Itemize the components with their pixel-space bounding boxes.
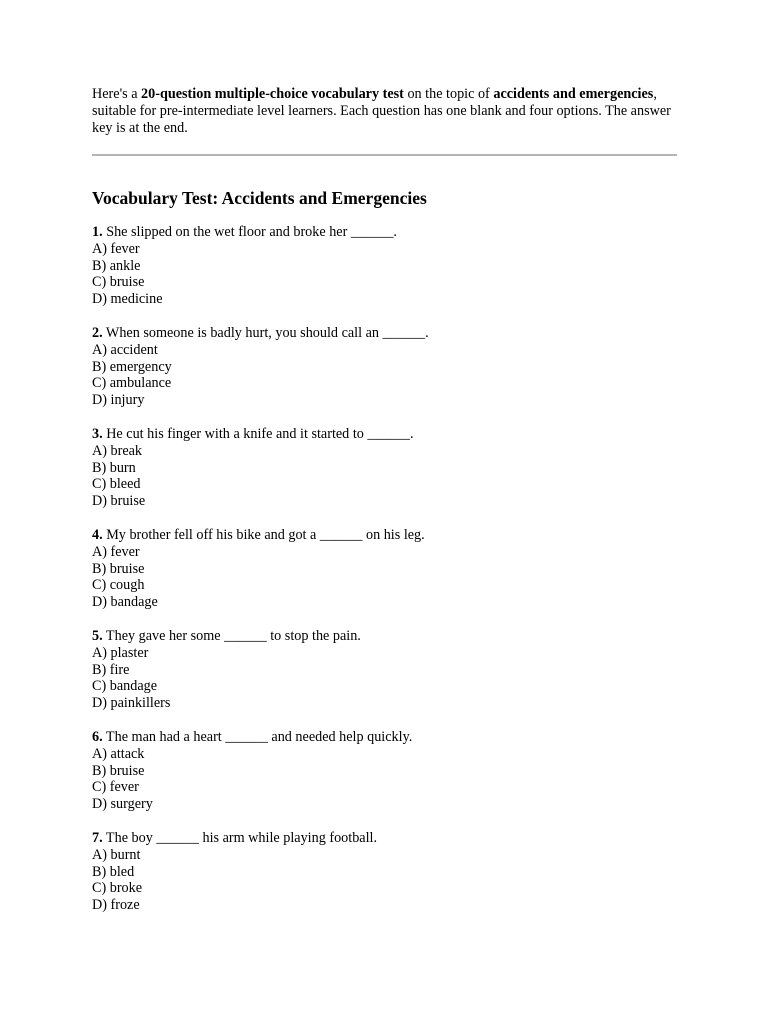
question-item bbox=[92, 325, 677, 409]
answer-option: C) cough bbox=[92, 577, 145, 594]
question-number: 2. bbox=[92, 324, 103, 341]
answer-option: D) medicine bbox=[92, 291, 163, 308]
question-item bbox=[92, 527, 677, 611]
horizontal-rule bbox=[92, 154, 677, 156]
question-stem bbox=[92, 325, 677, 342]
question-item bbox=[92, 729, 677, 813]
question-item bbox=[92, 628, 677, 712]
question-stem bbox=[92, 628, 677, 645]
answer-option: C) bandage bbox=[92, 678, 158, 695]
question-stem bbox=[92, 830, 677, 847]
intro-text-3: , suitable for pre-intermediate level learners. Each question has one blank and four options. The answer key is at the end. bbox=[92, 86, 671, 136]
question-number: 6. bbox=[92, 728, 103, 745]
question-text: When someone is badly hurt, you should call an ______. bbox=[102, 324, 429, 341]
answer-option: A) fever bbox=[92, 543, 140, 560]
answer-option: D) bandage bbox=[92, 594, 158, 611]
answer-option: B) bruise bbox=[92, 762, 145, 779]
question-number: 7. bbox=[92, 829, 103, 846]
question-text: The boy ______ his arm while playing football. bbox=[102, 829, 378, 846]
question-stem bbox=[92, 224, 677, 241]
answer-option: C) ambulance bbox=[92, 375, 172, 392]
answer-option: D) froze bbox=[92, 897, 140, 914]
question-number: 4. bbox=[92, 526, 103, 543]
answer-option: C) bruise bbox=[92, 274, 145, 291]
answer-option: C) fever bbox=[92, 779, 139, 796]
test-title: Vocabulary Test: Accidents and Emergencies bbox=[92, 188, 427, 208]
answer-option: C) broke bbox=[92, 880, 143, 897]
answer-option: B) bled bbox=[92, 863, 135, 880]
intro-bold-1: 20-question multiple-choice vocabulary test bbox=[141, 86, 404, 102]
question-stem bbox=[92, 527, 677, 544]
question-item bbox=[92, 830, 677, 914]
answer-option: D) injury bbox=[92, 392, 145, 409]
answer-option: B) fire bbox=[92, 661, 130, 678]
answer-option: D) surgery bbox=[92, 796, 153, 813]
answer-option: B) emergency bbox=[92, 358, 172, 375]
answer-option: B) ankle bbox=[92, 257, 141, 274]
intro-paragraph bbox=[92, 86, 677, 137]
answer-option: A) attack bbox=[92, 745, 145, 762]
question-stem bbox=[92, 426, 677, 443]
answer-option: D) bruise bbox=[92, 493, 146, 510]
question-list bbox=[92, 224, 677, 914]
question-text: He cut his finger with a knife and it started to ______. bbox=[102, 425, 414, 442]
intro-text-2: on the topic of bbox=[403, 86, 494, 102]
answer-option: D) painkillers bbox=[92, 695, 171, 712]
answer-option: A) fever bbox=[92, 240, 140, 257]
intro-bold-2: accidents and emergencies bbox=[493, 86, 654, 102]
question-number: 3. bbox=[92, 425, 103, 442]
answer-option: A) accident bbox=[92, 341, 158, 358]
question-stem bbox=[92, 729, 677, 746]
answer-option: A) burnt bbox=[92, 846, 141, 863]
document-page bbox=[92, 86, 677, 931]
question-number: 5. bbox=[92, 627, 103, 644]
answer-option: B) bruise bbox=[92, 560, 145, 577]
question-text: The man had a heart ______ and needed help quickly. bbox=[102, 728, 413, 745]
answer-option: A) plaster bbox=[92, 644, 149, 661]
question-item bbox=[92, 224, 677, 308]
question-text: She slipped on the wet floor and broke her ______. bbox=[102, 224, 397, 240]
answer-option: C) bleed bbox=[92, 476, 141, 493]
question-text: My brother fell off his bike and got a ______ on his leg. bbox=[102, 526, 425, 543]
intro-text-1: Here's a bbox=[92, 86, 142, 102]
answer-option: B) burn bbox=[92, 459, 136, 476]
question-item bbox=[92, 426, 677, 510]
question-number: 1. bbox=[92, 224, 103, 240]
answer-option: A) break bbox=[92, 442, 143, 459]
question-text: They gave her some ______ to stop the pain. bbox=[102, 627, 361, 644]
